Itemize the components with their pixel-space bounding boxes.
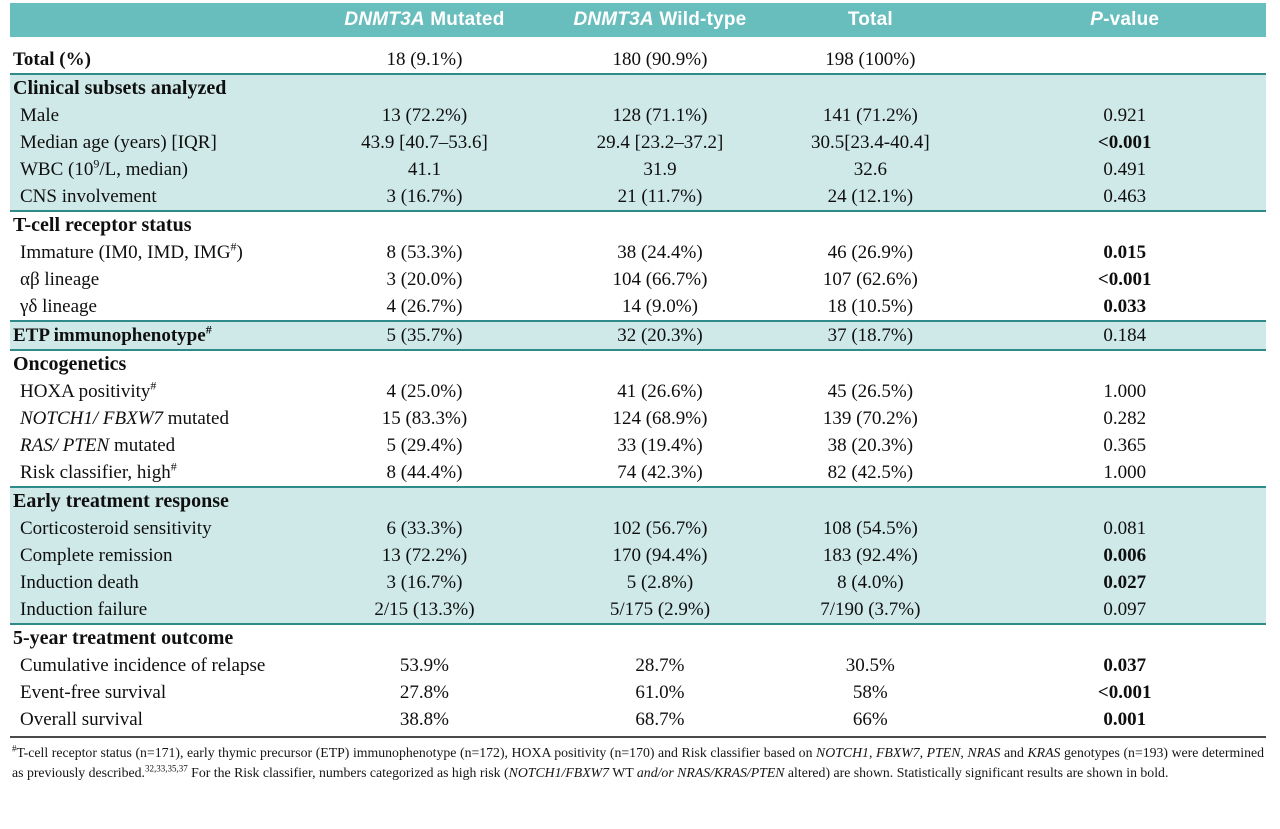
value-cell: 3 (16.7%) <box>286 569 562 596</box>
row-label: Overall survival <box>20 709 143 730</box>
value-cell: 198 (100%) <box>825 49 916 70</box>
value-cell: 53.9% <box>399 655 449 676</box>
section-title: 5-year treatment outcome <box>13 627 234 649</box>
value-cell: 41 (26.6%) <box>617 381 703 402</box>
table-row <box>10 515 1266 542</box>
row-label: Complete remission <box>10 542 286 569</box>
row-label: αβ lineage <box>20 269 100 290</box>
value-cell: 66% <box>852 709 888 730</box>
p-value-cell: 0.001 <box>1103 709 1147 730</box>
table-row <box>10 569 1266 596</box>
p-value-cell: 1.000 <box>1103 381 1147 402</box>
value-cell: 33 (19.4%) <box>617 435 703 456</box>
value-cell: 3 (20.0%) <box>386 269 463 290</box>
value-cell: 82 (42.5%) <box>827 462 914 483</box>
table-row <box>10 596 1266 624</box>
value-cell: 6 (33.3%) <box>286 515 562 542</box>
value-cell: 7/190 (3.7%) <box>757 596 983 624</box>
table-row <box>10 679 1266 706</box>
p-value-cell: 0.027 <box>983 569 1266 596</box>
value-cell: 18 (9.1%) <box>386 49 463 70</box>
row-label: Risk classifier, high# <box>20 459 177 483</box>
row-label: ETP immunophenotype# <box>10 321 286 350</box>
p-value-cell: 0.081 <box>983 515 1266 542</box>
value-cell: 31.9 <box>563 156 758 183</box>
p-value-cell: 0.006 <box>983 542 1266 569</box>
p-value-cell: 0.184 <box>983 321 1266 350</box>
value-cell: 8 (44.4%) <box>386 462 463 483</box>
section-title: T-cell receptor status <box>13 214 192 236</box>
row-label: NOTCH1/ FBXW7 mutated <box>20 408 229 429</box>
p-value-cell: 0.921 <box>983 102 1266 129</box>
footnote-divider <box>10 736 1266 738</box>
table-row <box>10 129 1266 156</box>
table-row <box>10 542 1266 569</box>
value-cell: 58% <box>852 682 888 703</box>
value-cell: 3 (16.7%) <box>286 183 562 211</box>
header-row <box>10 3 1266 37</box>
p-value-cell: 0.365 <box>1103 435 1147 456</box>
table-row <box>10 239 1266 266</box>
footnote-text: #T-cell receptor status (n=171), early thymic precursor (ETP) immunophenotype (n=172), HOXA positivity (n=170) and Risk classifier based on NOTCH1, FBXW7, PTEN, NRAS and KRAS genotypes (n=193) were determined as previously described.$^{32,33,35,37}$ For the Risk classifier, numbers categorized as high risk (NOTCH1/FBXW7 WT and/or NRAS/KRAS/PTEN altered) are shown. Statistically significant results are shown in bold. <box>12 743 1265 780</box>
table-row <box>10 459 1266 487</box>
value-cell: 104 (66.7%) <box>612 269 708 290</box>
value-cell: 32.6 <box>757 156 983 183</box>
section-title-row <box>10 487 1266 515</box>
value-cell: 139 (70.2%) <box>822 408 918 429</box>
value-cell: 141 (71.2%) <box>757 102 983 129</box>
p-value-cell: 0.282 <box>1103 408 1147 429</box>
value-cell: 107 (62.6%) <box>822 269 918 290</box>
row-label: HOXA positivity# <box>20 378 157 402</box>
p-value-cell: 0.463 <box>983 183 1266 211</box>
table-row <box>10 378 1266 405</box>
table-row <box>10 432 1266 459</box>
value-cell: 108 (54.5%) <box>757 515 983 542</box>
section-title: Early treatment response <box>10 487 1266 515</box>
value-cell: 8 (53.3%) <box>386 242 463 263</box>
value-cell: 183 (92.4%) <box>757 542 983 569</box>
table-row <box>10 102 1266 129</box>
value-cell: 8 (4.0%) <box>757 569 983 596</box>
row-label: Median age (years) [IQR] <box>10 129 286 156</box>
value-cell: 27.8% <box>399 682 449 703</box>
p-value-cell: <0.001 <box>1097 682 1152 703</box>
value-cell: 43.9 [40.7–53.6] <box>286 129 562 156</box>
value-cell: 102 (56.7%) <box>563 515 758 542</box>
value-cell: 5 (29.4%) <box>386 435 463 456</box>
value-cell: 30.5[23.4-40.4] <box>757 129 983 156</box>
value-cell: 180 (90.9%) <box>612 49 708 70</box>
row-label: WBC ($10^9/L$, median) <box>10 156 286 183</box>
header-cell-dnmt3a-mutated: DNMT3A Mutated <box>286 3 562 37</box>
row-label: Immature (IM0, IMD, IMG#) <box>20 239 243 263</box>
table-row <box>10 46 1266 74</box>
row-label: Corticosteroid sensitivity <box>10 515 286 542</box>
p-value-cell: 0.037 <box>1103 655 1147 676</box>
value-cell: 2/15 (13.3%) <box>286 596 562 624</box>
value-cell: 38 (24.4%) <box>617 242 703 263</box>
section-title-row <box>10 350 1266 378</box>
table-row <box>10 706 1266 733</box>
value-cell: 5 (2.8%) <box>563 569 758 596</box>
value-cell: 61.0% <box>635 682 685 703</box>
section-title-row <box>10 211 1266 239</box>
section-title-row <box>10 74 1266 102</box>
value-cell: 68.7% <box>635 709 685 730</box>
value-cell: 15 (83.3%) <box>381 408 468 429</box>
p-value-cell: 0.033 <box>1103 296 1147 317</box>
value-cell: 28.7% <box>635 655 685 676</box>
row-label: Total (%) <box>13 49 91 70</box>
p-value-cell: 0.097 <box>983 596 1266 624</box>
row-label: RAS/ PTEN mutated <box>20 435 176 456</box>
p-value-cell: 0.015 <box>1103 242 1147 263</box>
value-cell: 45 (26.5%) <box>827 381 914 402</box>
table-row <box>10 266 1266 293</box>
value-cell: 13 (72.2%) <box>286 542 562 569</box>
table-header <box>10 3 1266 46</box>
table-row <box>10 156 1266 183</box>
p-value-cell: 1.000 <box>1103 462 1147 483</box>
value-cell: 18 (10.5%) <box>827 296 914 317</box>
value-cell: 46 (26.9%) <box>827 242 914 263</box>
row-label: Cumulative incidence of relapse <box>20 655 266 676</box>
row-label: Induction death <box>10 569 286 596</box>
value-cell: 38.8% <box>399 709 449 730</box>
value-cell: 128 (71.1%) <box>563 102 758 129</box>
value-cell: 29.4 [23.2–37.2] <box>563 129 758 156</box>
row-label: γδ lineage <box>20 296 97 317</box>
row-label: Induction failure <box>10 596 286 624</box>
table-row <box>10 405 1266 432</box>
value-cell: 14 (9.0%) <box>621 296 698 317</box>
table-row <box>10 321 1266 350</box>
value-cell: 38 (20.3%) <box>827 435 914 456</box>
value-cell: 30.5% <box>845 655 895 676</box>
row-label: Male <box>10 102 286 129</box>
value-cell: 5/175 (2.9%) <box>563 596 758 624</box>
header-gap <box>10 37 1266 46</box>
table-row <box>10 293 1266 321</box>
p-value-cell: <0.001 <box>1097 269 1152 290</box>
section-title: Oncogenetics <box>13 353 127 375</box>
value-cell: 13 (72.2%) <box>286 102 562 129</box>
header-cell-dnmt3a-wildtype: DNMT3A Wild-type <box>563 3 758 37</box>
p-value-cell: <0.001 <box>983 129 1266 156</box>
value-cell: 37 (18.7%) <box>757 321 983 350</box>
value-cell: 32 (20.3%) <box>563 321 758 350</box>
header-cell-empty <box>10 3 286 37</box>
p-value-cell <box>983 46 1266 74</box>
data-table <box>10 3 1266 733</box>
value-cell: 74 (42.3%) <box>617 462 703 483</box>
value-cell: 170 (94.4%) <box>563 542 758 569</box>
header-cell-pvalue: P-value <box>983 3 1266 37</box>
value-cell: 41.1 <box>286 156 562 183</box>
table-body <box>10 46 1266 733</box>
value-cell: 24 (12.1%) <box>757 183 983 211</box>
row-label: Event-free survival <box>20 682 167 703</box>
row-label: CNS involvement <box>10 183 286 211</box>
value-cell: 124 (68.9%) <box>612 408 708 429</box>
table-row <box>10 183 1266 211</box>
section-title: Clinical subsets analyzed <box>10 74 1266 102</box>
p-value-cell: 0.491 <box>983 156 1266 183</box>
table-row <box>10 652 1266 679</box>
value-cell: 4 (26.7%) <box>386 296 463 317</box>
value-cell: 21 (11.7%) <box>563 183 758 211</box>
value-cell: 4 (25.0%) <box>386 381 463 402</box>
section-title-row <box>10 624 1266 652</box>
header-cell-total: Total <box>757 3 983 37</box>
value-cell: 5 (35.7%) <box>286 321 562 350</box>
